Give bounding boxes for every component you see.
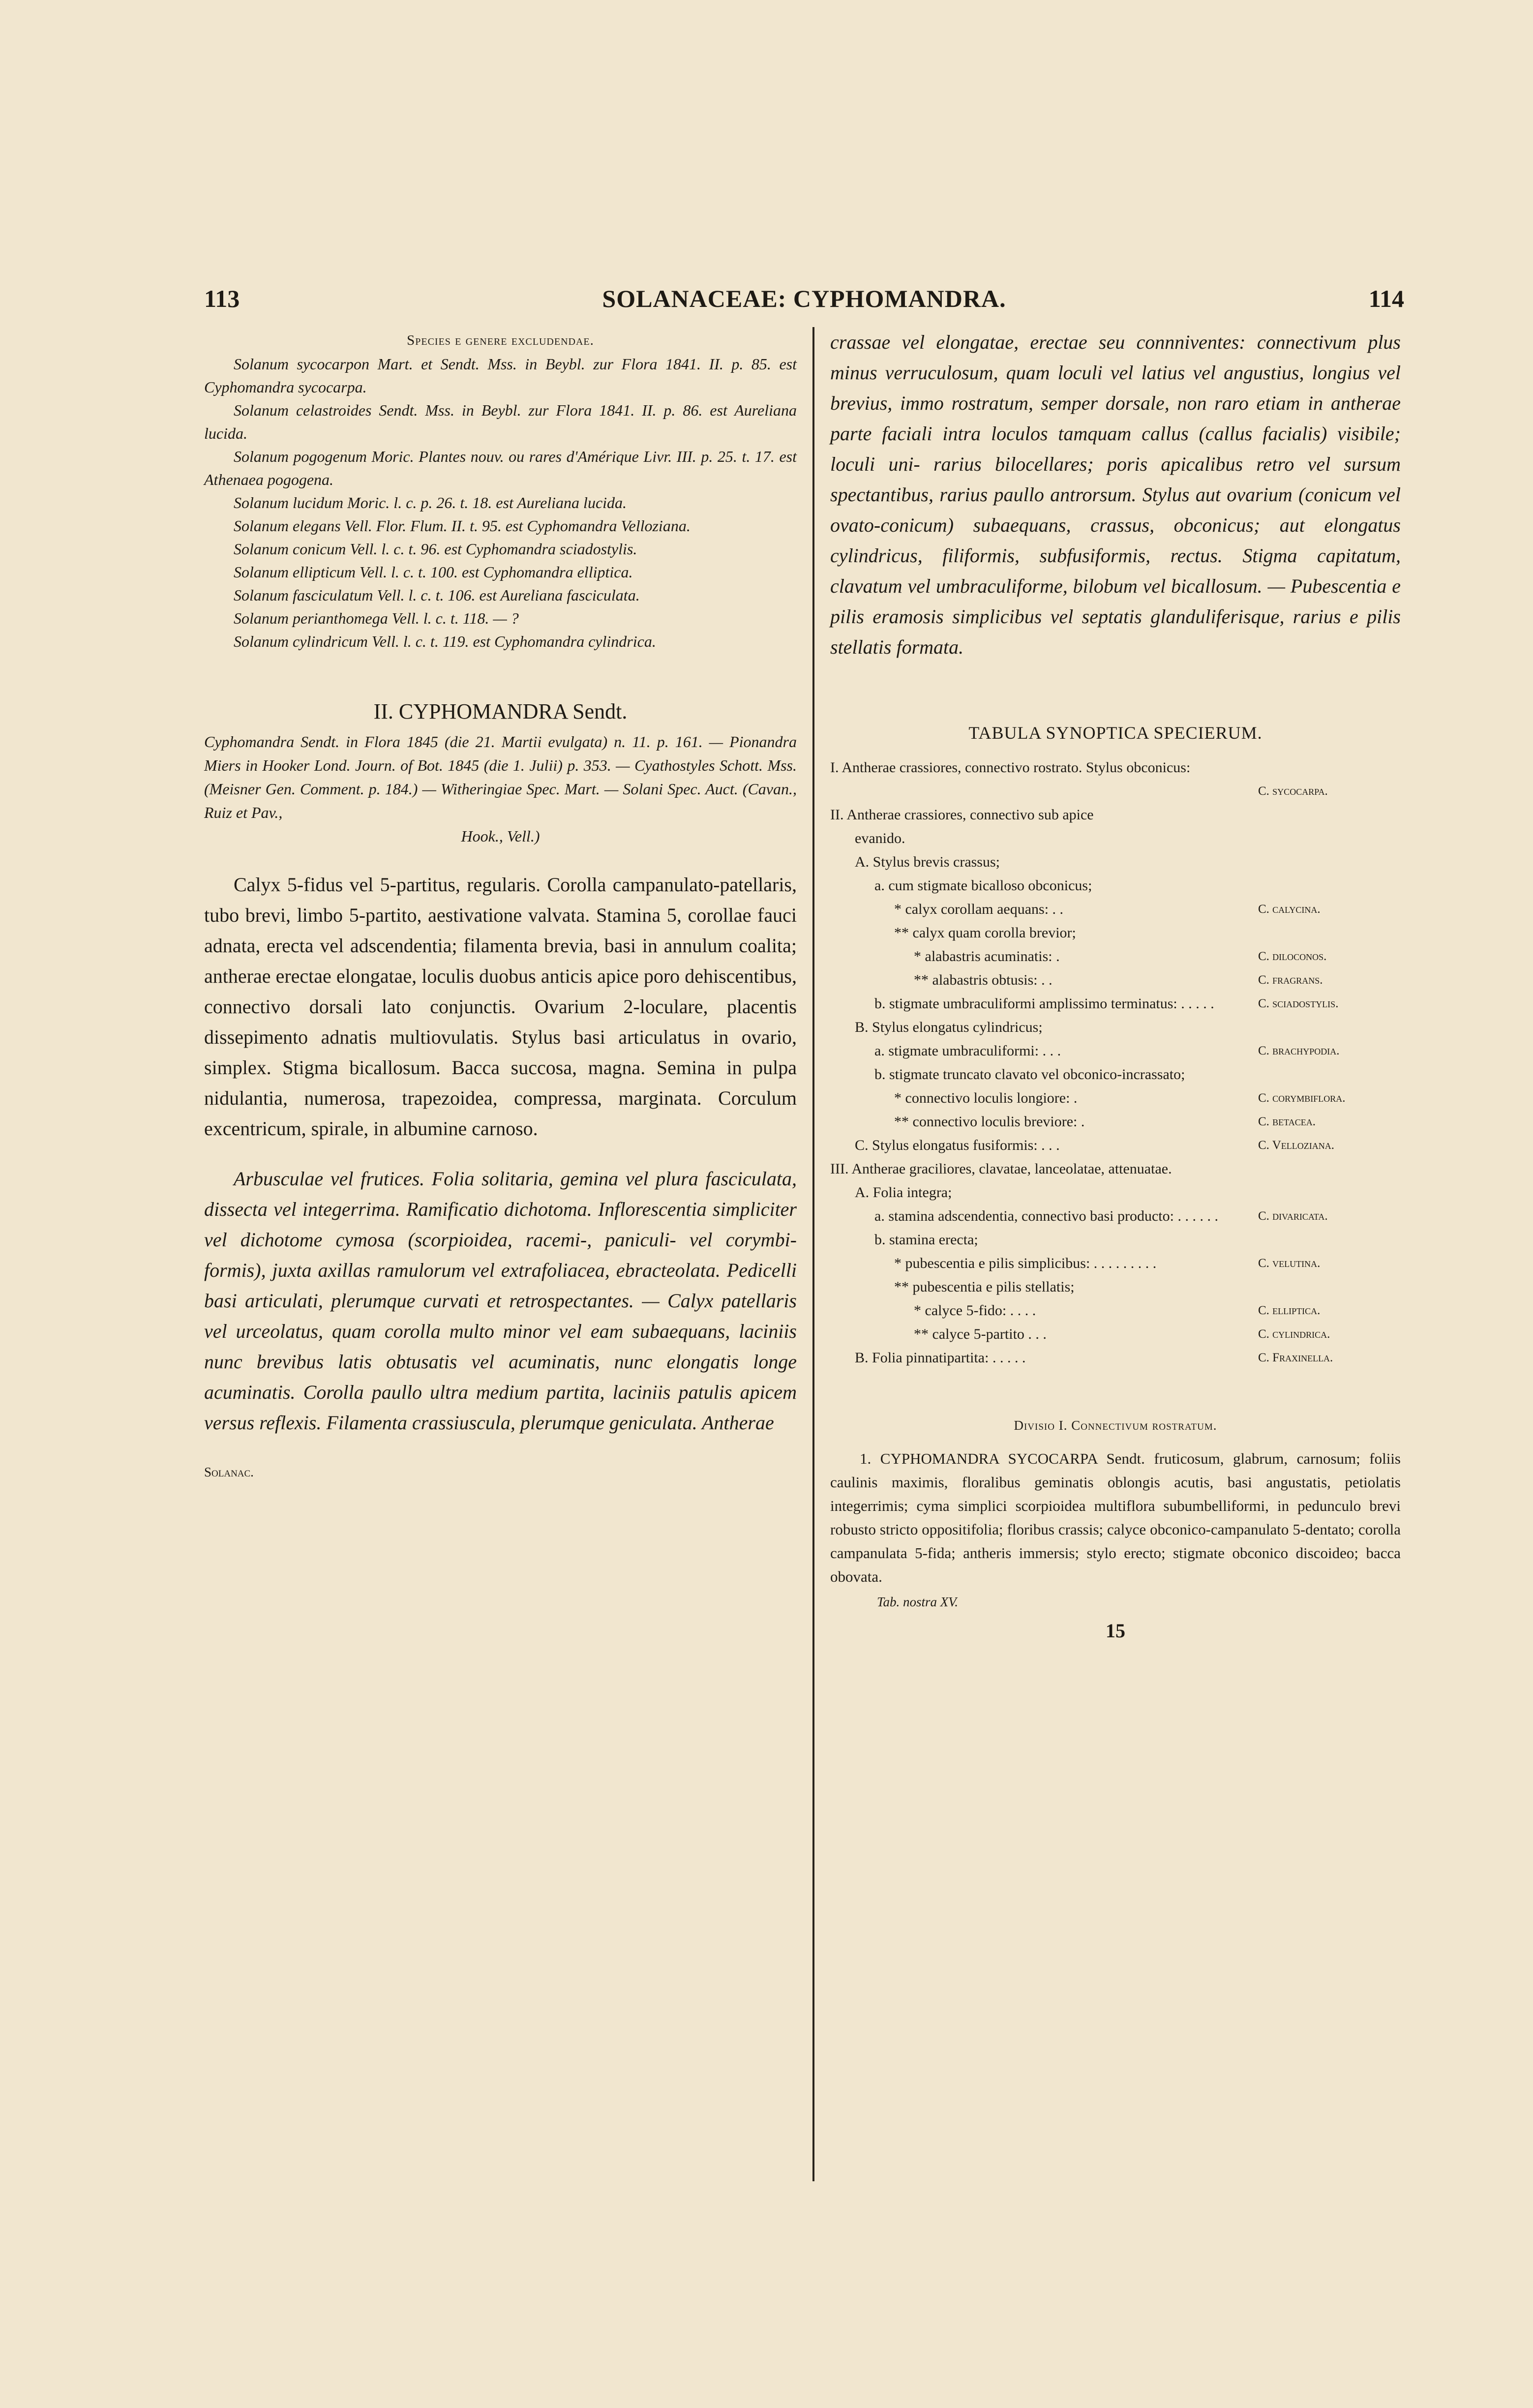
genus-habit: Arbusculae vel frutices. Folia solitaria, geminа vel plura fasciculata, dissecta vel integerrima. Ramificatio dichotoma. Inflorescentia simpliciter vel dichotome cymosa (scorpioidea, racemi-, paniculi- vel corymbi-formis), juxta axillas ramulorum vel extrafoliacea, ebracteolata. Pedicelli basi articulati, plerumque curvati et retrospectantes. — Calyx patellaris vel urceolatus, quam corolla multo minor vel eam subaequans, laciniis nunc brevibus latis obtusatis vel acuminatis, nunc elongatis longe acuminatis. Corolla paullo ultra medium partita, laciniis patulis apicem versus reflexis. Filamenta crassiuscula, plerumque geniculata. Antherae (204, 1168, 797, 1434)
key-row (830, 1157, 1401, 1181)
signature-number: 15 (1106, 1619, 1125, 1642)
excluded-item: Solanum pogogenum Moric. Plantes nouv. ou rares d'Amérique Livr. III. p. 25. t. 17. est Athenaea pogogena. (204, 447, 797, 488)
key-species: C. sciadostylis. (1258, 996, 1339, 1010)
key-species: C. divaricata. (1258, 1209, 1328, 1223)
genus-synonymy: Cyphomandra Sendt. in Flora 1845 (die 21. Martii evulgata) n. 11. p. 161. — Pionandra Miers in Hooker Lond. Journ. of Bot. 1845 (die 1. Julii) p. 353. — Cyathostyles Schott. Mss. (Meisner Gen. Comment. p. 184.) — Witheringiae Spec. Mart. — Solani Spec. Auct. (Cavan., Ruiz et Pav., (204, 733, 797, 821)
key-row (830, 780, 1401, 803)
key-text: ** connectivo loculis breviore: . (894, 1113, 1085, 1130)
excluded-species-heading: Species e genere excludendae. (407, 332, 594, 348)
left-column (204, 327, 797, 2181)
key-species: C. velutina. (1258, 1256, 1321, 1270)
key-text: * calyce 5-fido: . . . . (914, 1302, 1036, 1319)
key-row (830, 1299, 1401, 1323)
key-text: I. Antherae crassiores, connectivo rostrato. Stylus obconicus: (830, 759, 1191, 776)
excluded-item: Solanum conicum Vell. l. c. t. 96. est Cyphomandra sciadostylis. (234, 540, 637, 558)
key-text: * calyx corollam aequans: . . (894, 901, 1064, 917)
key-species: C. elliptica. (1258, 1303, 1321, 1317)
synoptic-key (830, 756, 1401, 1370)
key-text: b. stigmate umbraculiformi amplissimo terminatus: . . . . . (874, 995, 1214, 1012)
signature-mark: Solanac. (204, 1465, 254, 1479)
excluded-item: Solanum cylindricum Vell. l. c. t. 119. est Cyphomandra cylindrica. (234, 632, 656, 650)
key-row (830, 874, 1401, 898)
key-species (1258, 1063, 1401, 1086)
key-text: II. Antherae crassiores, connectivo sub apice (830, 806, 1094, 823)
key-species: C. Velloziana. (1258, 1138, 1334, 1152)
key-species (1258, 756, 1401, 780)
key-text: III. Antherae graciliores, clavatae, lanceolatae, attenuatae. (830, 1160, 1172, 1177)
key-row (830, 827, 1401, 850)
key-row (830, 756, 1401, 780)
key-row (830, 898, 1401, 921)
key-row (830, 1016, 1401, 1039)
column-divider (812, 327, 814, 2181)
genus-synonymy-end: Hook., Vell.) (461, 827, 540, 845)
key-species (1258, 1016, 1401, 1039)
key-text: b. stamina erecta; (874, 1231, 978, 1248)
key-species: C. calycina. (1258, 902, 1321, 916)
key-row (830, 1181, 1401, 1204)
key-row (830, 1275, 1401, 1299)
key-text: ** calyce 5-partito . . . (914, 1325, 1047, 1342)
right-page-number: 114 (1368, 285, 1404, 312)
key-text: C. Stylus elongatus fusiformis: . . . (855, 1137, 1060, 1153)
key-species (1258, 921, 1401, 945)
genus-habit-continuation: crassae vel elongatae, erectae seu connniventes: connectivum plus minus verruculosum, quam loculi vel latius vel angustius, longius vel brevius, immo rostratum, semper dorsale, non raro etiam in antherae parte faciali intra loculos tamquam callus (callus facialis) visibile; loculi uni- rarius bilocellares; poris apicalibus retro vel sursum spectantibus, rarius paullo antrorsum. Stylus aut ovarium (conicum vel ovato-conicum) subaequans, crassus, obconicus; aut elongatus cylindricus, filiformis, subfusiformis, rectus. Stigma capitatum, clavatum vel umbraculiforme, bilobum vel bicallosum. — Pubescentia e pilis eramosis simplicibus vel septatis glanduliferisque, rarius e pilis stellatis formata. (830, 331, 1401, 658)
excluded-item: Solanum sycocarpon Mart. et Sendt. Mss. in Beybl. zur Flora 1841. II. p. 85. est Cyphomandra sycocarpa. (204, 355, 797, 396)
excluded-item: Solanum ellipticum Vell. l. c. t. 100. est Cyphomandra elliptica. (234, 563, 633, 581)
key-row (830, 992, 1401, 1016)
key-text: * alabastris acuminatis: . (914, 948, 1060, 964)
key-species: C. diloconos. (1258, 949, 1327, 963)
key-species: C. sycocarpa. (1258, 784, 1328, 798)
key-species (1258, 1275, 1401, 1299)
key-species (1258, 850, 1401, 874)
key-species: C. fragrans. (1258, 973, 1323, 987)
key-species (1258, 827, 1401, 850)
key-text: * pubescentia e pilis simplicibus: . . . . . . . . . (894, 1255, 1157, 1271)
right-column (830, 327, 1401, 2181)
key-text: A. Folia integra; (855, 1184, 952, 1201)
excluded-item: Solanum fasciculatum Vell. l. c. t. 106. est Aureliana fasciculata. (234, 586, 640, 604)
key-species: C. betacea. (1258, 1114, 1316, 1128)
key-text: A. Stylus brevis crassus; (855, 853, 1000, 870)
divisio-heading: Divisio I. Connectivum rostratum. (1014, 1417, 1217, 1433)
key-text: B. Folia pinnatipartita: . . . . . (855, 1349, 1026, 1366)
key-row (830, 921, 1401, 945)
key-species (1258, 803, 1401, 827)
key-text: B. Stylus elongatus cylindricus; (855, 1019, 1043, 1035)
key-row (830, 803, 1401, 827)
species-description: 1. CYPHOMANDRA SYCOCARPA Sendt. fruticosum, glabrum, carnosum; foliis caulinis maximis, floralibus geminatis oblongis acutis, basi angustatis, petiolatis integerrimis; cyma simplici scorpioidea multiflora subumbelliformi, in pedunculo brevi robusto stricto oppositifolia; floribus crassis; calyce obconico-campanulato 5-dentato; corolla campanulata 5-fida; antheris immersis; stylo erecto; stigmate obconico discoideo; bacca obovata. (830, 1450, 1401, 1585)
key-text: ** calyx quam corolla brevior; (894, 924, 1076, 941)
key-text: b. stigmate truncato clavato vel obconico-incrassato; (874, 1066, 1185, 1083)
plate-reference: Tab. nostra XV. (877, 1595, 959, 1609)
excluded-item: Solanum celastroides Sendt. Mss. in Beybl. zur Flora 1841. II. p. 86. est Aureliana lucida. (204, 401, 797, 442)
left-page-number: 113 (204, 285, 240, 312)
excluded-item: Solanum perianthomega Vell. l. c. t. 118. — ? (234, 609, 519, 627)
key-species: C. corymbiflora. (1258, 1091, 1346, 1105)
excluded-item: Solanum elegans Vell. Flor. Flum. II. t. 95. est Cyphomandra Velloziana. (234, 516, 691, 535)
key-species (1258, 1157, 1401, 1181)
key-row (830, 1252, 1401, 1275)
excluded-species-list (204, 353, 797, 653)
key-row (830, 1228, 1401, 1252)
genus-title: II. CYPHOMANDRA Sendt. (373, 699, 628, 723)
synoptic-table-title: TABULA SYNOPTICA SPECIERUM. (968, 723, 1262, 743)
key-row (830, 1204, 1401, 1228)
excluded-item: Solanum lucidum Moric. l. c. p. 26. t. 18. est Aureliana lucida. (234, 493, 627, 512)
key-text: a. cum stigmate bicalloso obconicus; (874, 877, 1092, 894)
key-text: ** pubescentia e pilis stellatis; (894, 1278, 1075, 1295)
key-row (830, 968, 1401, 992)
genus-description: Calyx 5-fidus vel 5-partitus, regularis. Corolla campanulato-patellaris, tubo brevi, limbo 5-partito, aestivatione valvata. Stamina 5, corollae fauci adnata, erecta vel adscendentia; filamenta brevia, basi in annulum coalita; antherae erectae elongatae, loculis duobus anticis apice poro dehiscentibus, connectivo dorsali lato conjunctis. Ovarium 2-loculare, placentis dissepimento adnatis multiovulatis. Stylus basi articulatus in ovario, simplex. Stigma bicallosum. Bacca succosa, magna. Semina in pulpa nidulantia, numerosa, trapezoidea, compressa, marginata. Corculum excentricum, spirale, in albumine carnoso. (204, 873, 797, 1140)
key-row (830, 1134, 1401, 1157)
key-row (830, 1346, 1401, 1370)
key-row (830, 850, 1401, 874)
key-text: * connectivo loculis longiore: . (894, 1089, 1078, 1106)
key-row (830, 1086, 1401, 1110)
page-header (204, 284, 1404, 324)
running-title: SOLANACEAE: CYPHOMANDRA. (602, 285, 1006, 312)
key-species: C. brachypodia. (1258, 1044, 1340, 1057)
key-species (1258, 874, 1401, 898)
key-row (830, 1063, 1401, 1086)
key-text: evanido. (855, 830, 905, 846)
key-text (830, 780, 1258, 803)
key-row (830, 1039, 1401, 1063)
key-text: a. stigmate umbraculiformi: . . . (874, 1042, 1061, 1059)
key-species (1258, 1181, 1401, 1204)
key-row (830, 1110, 1401, 1134)
key-text: a. stamina adscendentia, connectivo basi producto: . . . . . . (874, 1207, 1218, 1224)
key-species: C. cylindrica. (1258, 1327, 1330, 1341)
key-row (830, 1323, 1401, 1346)
key-row (830, 945, 1401, 968)
key-text: ** alabastris obtusis: . . (914, 971, 1052, 988)
key-species (1258, 1228, 1401, 1252)
key-species: C. Fraxinella. (1258, 1351, 1333, 1364)
